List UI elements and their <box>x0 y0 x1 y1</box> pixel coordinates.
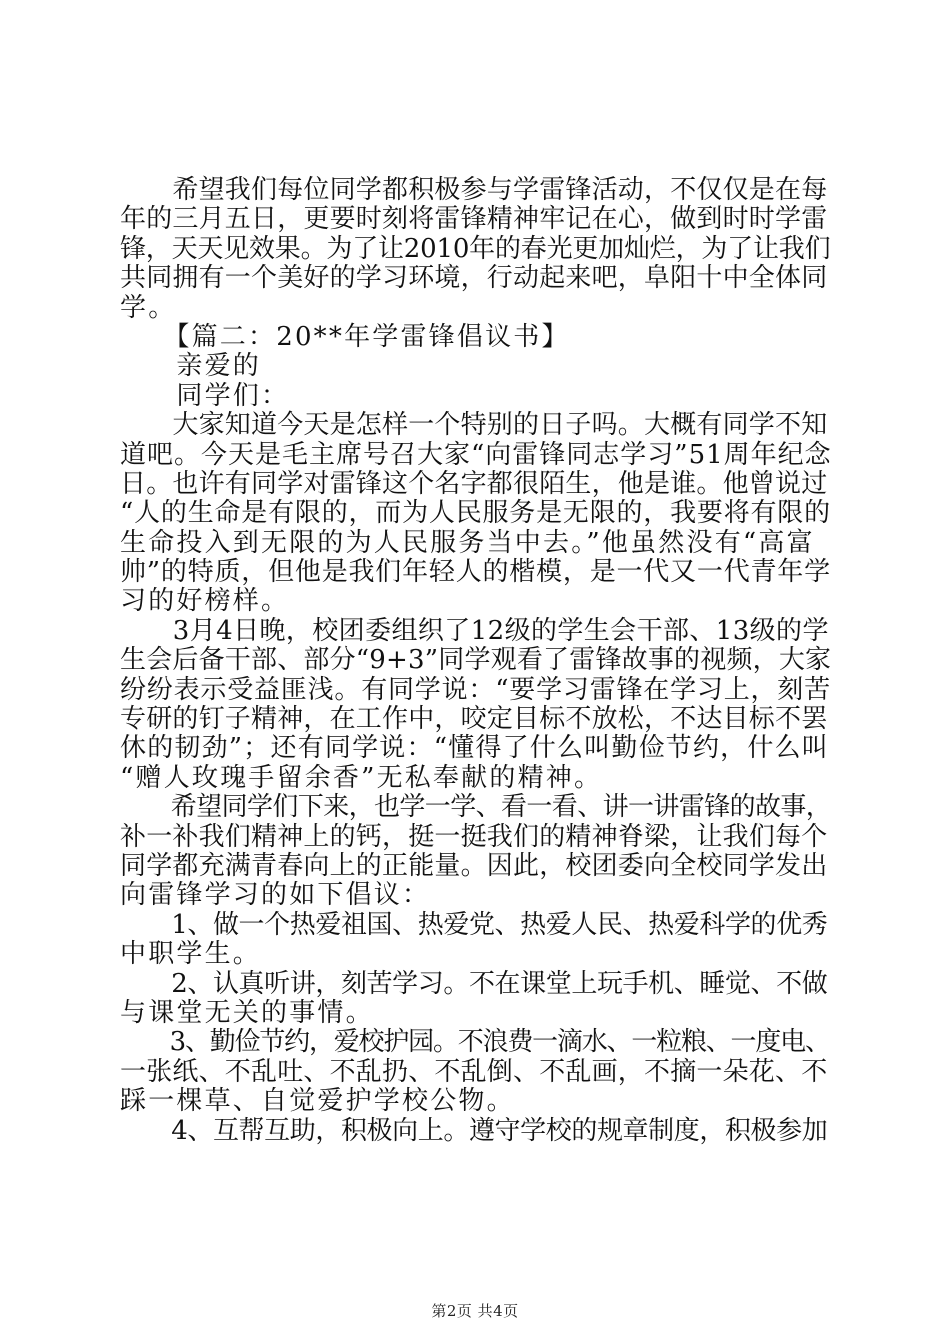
text-line: 习的好榜样。 <box>120 586 290 617</box>
text-line: 2、认真听讲，刻苦学习。不在课堂上玩手机、睡觉、不做 <box>120 968 828 999</box>
text-line: 希望我们每位同学都积极参与学雷锋活动，不仅仅是在每 <box>120 175 828 205</box>
text-line: 亲爱的 <box>120 351 262 382</box>
text-line: 同学都充满青春向上的正能量。因此，校团委向全校同学发出 <box>120 850 828 881</box>
text-line: 休的韧劲”；还有同学说：“懂得了什么叫勤俭节约，什么叫 <box>120 733 829 764</box>
text-line: “赠人玫瑰手留余香”无私奉献的精神。 <box>120 762 603 793</box>
text-line: 纷纷表示受益匪浅。有同学说：“要学习雷锋在学习上，刻苦 <box>120 674 831 705</box>
text-line: 道吧。今天是毛主席号召大家“向雷锋同志学习”51周年纪念 <box>120 439 832 470</box>
text-line: 与课堂无关的事情。 <box>120 997 374 1028</box>
text-line: 补一补我们精神上的钙，挺一挺我们的精神脊梁，让我们每个 <box>120 821 828 852</box>
text-line: 一张纸、不乱吐、不乱扔、不乱倒、不乱画，不摘一朵花、不 <box>120 1056 828 1087</box>
text-line: “人的生命是有限的，而为人民服务是无限的，我要将有限的 <box>120 498 831 529</box>
text-line: 向雷锋学习的如下倡议： <box>120 880 431 911</box>
text-line: 同学们： <box>120 380 290 411</box>
text-line: 踩一棵草、自觉爱护学校公物。 <box>120 1086 515 1117</box>
text-line: 希望同学们下来，也学一学、看一看、讲一讲雷锋的故事， <box>120 792 832 823</box>
text-line: 中职学生。 <box>120 939 262 970</box>
text-line: 大家知道今天是怎样一个特别的日子吗。大概有同学不知 <box>120 410 828 441</box>
text-line: 帅”的特质，但他是我们年轻人的楷模，是一代又一代青年学 <box>120 557 831 588</box>
text-line: 4、互帮互助，积极向上。遵守学校的规章制度，积极参加 <box>120 1115 828 1146</box>
text-line: 年的三月五日，更要时刻将雷锋精神牢记在心，做到时时学雷 <box>120 204 828 235</box>
page-number-footer: 第2页 共4页 <box>431 1302 519 1320</box>
text-line: 生会后备干部、部分“9+3”同学观看了雷锋故事的视频，大家 <box>120 645 832 676</box>
text-line: 生命投入到无限的为人民服务当中去。”他虽然没有“高富 <box>120 527 815 558</box>
document-body <box>120 176 832 1146</box>
text-line: 3月4日晚，校团委组织了12级的学生会干部、13级的学 <box>120 615 829 646</box>
text-line: 【篇二：20**年学雷锋倡议书】 <box>120 321 570 352</box>
text-line: 日。也许有同学对雷锋这个名字都很陌生，他是谁。他曾说过 <box>120 468 828 499</box>
text-line: 专研的钉子精神，在工作中，咬定目标不放松，不达目标不罢 <box>120 704 828 735</box>
text-line: 学。 <box>120 292 177 323</box>
text-line: 3、勤俭节约，爱校护园。不浪费一滴水、一粒粮、一度电、 <box>120 1027 830 1058</box>
text-line: 共同拥有一个美好的学习环境，行动起来吧，阜阳十中全体同 <box>120 263 828 294</box>
text-line: 锋，天天见效果。为了让2010年的春光更加灿烂，为了让我们 <box>120 233 831 264</box>
text-line: 1、做一个热爱祖国、热爱党、热爱人民、热爱科学的优秀 <box>120 909 828 940</box>
